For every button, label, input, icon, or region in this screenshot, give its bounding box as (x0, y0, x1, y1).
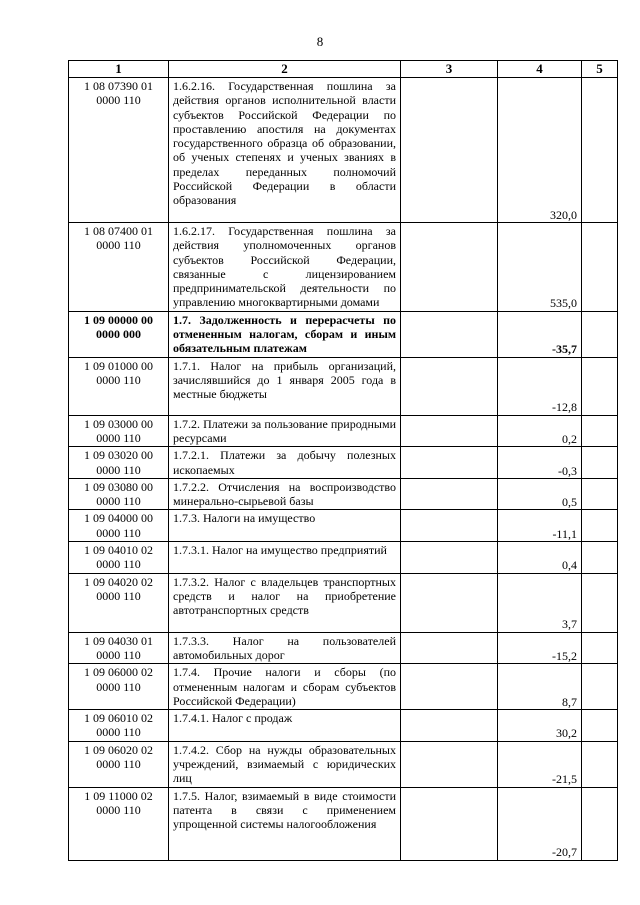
amount-cell: -15,2 (498, 632, 582, 664)
col3-cell (401, 510, 498, 542)
page-number: 8 (316, 34, 324, 49)
budget-code-cell: 1 09 03080 00 0000 110 (69, 478, 169, 510)
col5-cell (582, 311, 618, 357)
description-cell: 1.7.2.2. Отчисления на воспроизводство минерально-сырьевой базы (169, 478, 401, 510)
col3-cell (401, 357, 498, 415)
budget-code-cell: 1 09 03020 00 0000 110 (69, 447, 169, 479)
amount-cell: -20,7 (498, 787, 582, 860)
budget-code-cell: 1 09 04020 02 0000 110 (69, 573, 169, 632)
description-cell: 1.7.5. Налог, взимаемый в виде стоимости патента в связи с применением упрощенной системы налогообложения (169, 787, 401, 860)
table-row (69, 478, 618, 510)
description-cell: 1.7. Задолженность и перерасчеты по отмененным налогам, сборам и иным обязательным платежам (169, 311, 401, 357)
header-col-4: 4 (498, 61, 582, 78)
col5-cell (582, 78, 618, 223)
description-cell: 1.7.4.2. Сбор на нужды образовательных учреждений, взимаемый с юридических лиц (169, 741, 401, 787)
col5-cell (582, 357, 618, 415)
table-row (69, 741, 618, 787)
amount-cell: 320,0 (498, 78, 582, 223)
amount-cell: 8,7 (498, 664, 582, 710)
budget-code-cell: 1 08 07390 01 0000 110 (69, 78, 169, 223)
col5-cell (582, 573, 618, 632)
table-row (69, 223, 618, 312)
table-row (69, 542, 618, 574)
col5-cell (582, 510, 618, 542)
description-cell: 1.7.3. Налоги на имущество (169, 510, 401, 542)
col3-cell (401, 415, 498, 447)
col5-cell (582, 632, 618, 664)
description-cell: 1.7.2.1. Платежи за добычу полезных ископаемых (169, 447, 401, 479)
description-cell: 1.7.3.3. Налог на пользователей автомобильных дорог (169, 632, 401, 664)
budget-code-cell: 1 09 11000 02 0000 110 (69, 787, 169, 860)
col3-cell (401, 787, 498, 860)
description-cell: 1.6.2.17. Государственная пошлина за действия уполномоченных органов субъектов Российской Федерации, связанные с лицензированием предпринимательской деятельности по управлению многоквартирными домами (169, 223, 401, 312)
amount-cell: 0,5 (498, 478, 582, 510)
col3-cell (401, 573, 498, 632)
table-row (69, 510, 618, 542)
budget-table (68, 60, 618, 861)
budget-code-cell: 1 09 04030 01 0000 110 (69, 632, 169, 664)
col5-cell (582, 787, 618, 860)
table-row (69, 664, 618, 710)
table-row (69, 78, 618, 223)
header-col-1: 1 (69, 61, 169, 78)
table-row (69, 357, 618, 415)
col3-cell (401, 311, 498, 357)
amount-cell: -35,7 (498, 311, 582, 357)
amount-cell: 0,4 (498, 542, 582, 574)
table-row (69, 573, 618, 632)
table-row (69, 787, 618, 860)
amount-cell: -11,1 (498, 510, 582, 542)
col5-cell (582, 664, 618, 710)
header-col-2: 2 (169, 61, 401, 78)
budget-code-cell: 1 08 07400 01 0000 110 (69, 223, 169, 312)
description-cell: 1.7.3.2. Налог с владельцев транспортных средств и налог на приобретение автотранспортных средств (169, 573, 401, 632)
table-row (69, 447, 618, 479)
description-cell: 1.7.1. Налог на прибыль организаций, зачислявшийся до 1 января 2005 года в местные бюджеты (169, 357, 401, 415)
header-row (69, 61, 618, 78)
header-col-3: 3 (401, 61, 498, 78)
col5-cell (582, 415, 618, 447)
table-row (69, 311, 618, 357)
col3-cell (401, 542, 498, 574)
table-row (69, 415, 618, 447)
budget-code-cell: 1 09 06020 02 0000 110 (69, 741, 169, 787)
col5-cell (582, 478, 618, 510)
col5-cell (582, 223, 618, 312)
amount-cell: 0,2 (498, 415, 582, 447)
description-cell: 1.6.2.16. Государственная пошлина за действия органов исполнительной власти субъектов Российской Федерации по проставлению апостиля на документах государственного образца об образовании, об ученых степенях и ученых званиях в пределах переданных полномочий Российской Федерации в области образования (169, 78, 401, 223)
budget-code-cell: 1 09 03000 00 0000 110 (69, 415, 169, 447)
amount-cell: -0,3 (498, 447, 582, 479)
header-col-5: 5 (582, 61, 618, 78)
col5-cell (582, 741, 618, 787)
amount-cell: 30,2 (498, 710, 582, 742)
table-row (69, 632, 618, 664)
col3-cell (401, 632, 498, 664)
budget-code-cell: 1 09 01000 00 0000 110 (69, 357, 169, 415)
table-row (69, 710, 618, 742)
description-cell: 1.7.2. Платежи за пользование природными ресурсами (169, 415, 401, 447)
budget-code-cell: 1 09 04000 00 0000 110 (69, 510, 169, 542)
budget-code-cell: 1 09 06000 02 0000 110 (69, 664, 169, 710)
amount-cell: 3,7 (498, 573, 582, 632)
description-cell: 1.7.4. Прочие налоги и сборы (по отмененным налогам и сборам субъектов Российской Федерации) (169, 664, 401, 710)
col3-cell (401, 223, 498, 312)
col3-cell (401, 741, 498, 787)
budget-code-cell: 1 09 04010 02 0000 110 (69, 542, 169, 574)
budget-code-cell: 1 09 00000 00 0000 000 (69, 311, 169, 357)
col5-cell (582, 542, 618, 574)
description-cell: 1.7.4.1. Налог с продаж (169, 710, 401, 742)
amount-cell: 535,0 (498, 223, 582, 312)
col3-cell (401, 78, 498, 223)
col3-cell (401, 478, 498, 510)
budget-code-cell: 1 09 06010 02 0000 110 (69, 710, 169, 742)
col3-cell (401, 710, 498, 742)
col3-cell (401, 664, 498, 710)
amount-cell: -21,5 (498, 741, 582, 787)
description-cell: 1.7.3.1. Налог на имущество предприятий (169, 542, 401, 574)
col3-cell (401, 447, 498, 479)
amount-cell: -12,8 (498, 357, 582, 415)
col5-cell (582, 447, 618, 479)
col5-cell (582, 710, 618, 742)
